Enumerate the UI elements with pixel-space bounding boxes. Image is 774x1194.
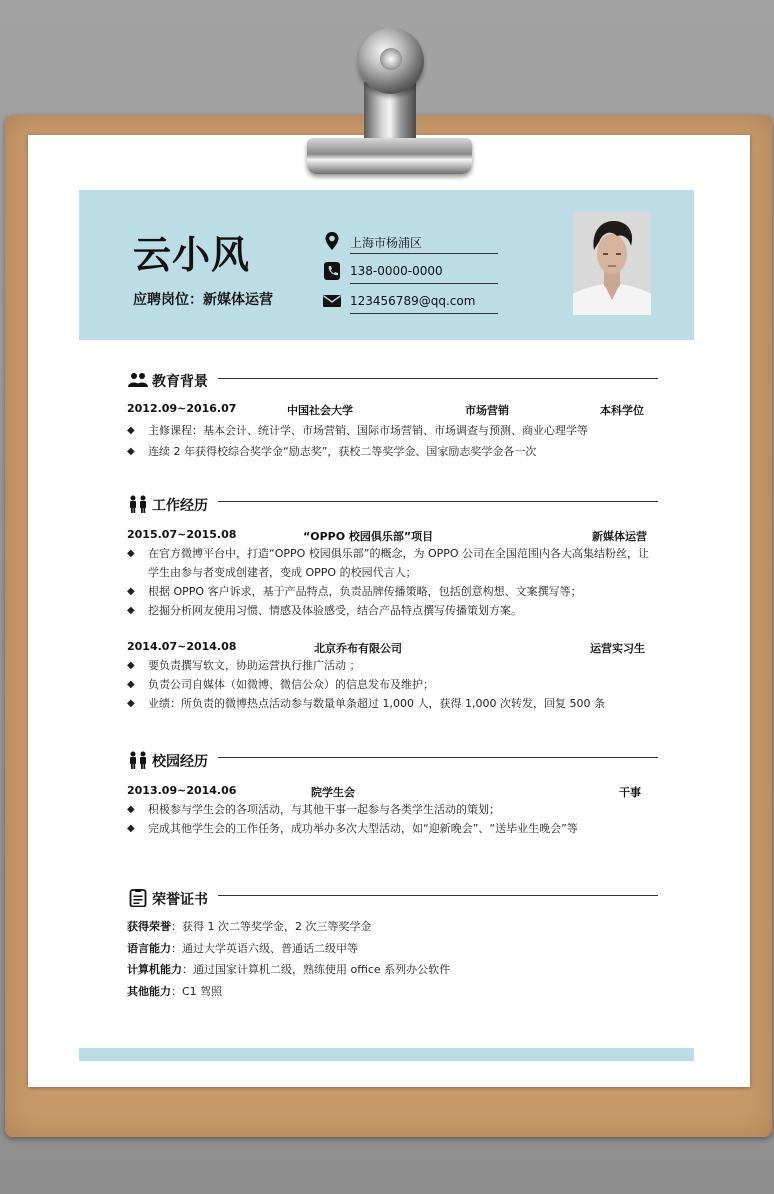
people-icon bbox=[128, 495, 148, 513]
portrait-image bbox=[573, 212, 651, 315]
bullet-text: 业绩：所负责的微博热点活动参与数量单条超过 1,000 人，获得 1,000 次转发，回复 500 条 bbox=[148, 697, 605, 710]
diamond-bullet-icon: ◆ bbox=[127, 698, 135, 709]
address-text: 上海市杨浦区 bbox=[350, 236, 423, 250]
job-org: “OPPO 校园俱乐部”项目 bbox=[303, 530, 434, 543]
job-org: 北京乔布有限公司 bbox=[314, 642, 402, 655]
bullet-text: 在官方微博平台中，打造“OPPO 校园俱乐部”的概念，为 OPPO 公司在全国范围内各大高集结粉丝，让学生由参与者变成创建者，变成 OPPO 的校园代言人； bbox=[148, 547, 650, 579]
list-item bbox=[127, 582, 657, 601]
list-item bbox=[127, 800, 657, 819]
honor-label: 其他能力 bbox=[127, 985, 171, 998]
diamond-bullet-icon: ◆ bbox=[127, 679, 135, 690]
honor-item bbox=[127, 961, 450, 977]
diamond-bullet-icon: ◆ bbox=[127, 586, 135, 597]
location-icon bbox=[322, 231, 342, 251]
section-campus bbox=[128, 750, 228, 770]
section-title: 荣誉证书 bbox=[152, 892, 208, 908]
clip-hole bbox=[380, 48, 402, 70]
edu-school: 中国社会大学 bbox=[287, 404, 353, 417]
honor-text: ：通过国家计算机二级，熟练使用 office 系列办公软件 bbox=[182, 963, 451, 976]
footer-band bbox=[79, 1048, 694, 1061]
honor-text: ：通过大学英语六级、普通话二级甲等 bbox=[171, 942, 358, 955]
section-divider bbox=[218, 501, 658, 502]
honor-label: 语言能力 bbox=[127, 942, 171, 955]
bullet-text: 积极参与学生会的各项活动，与其他干事一起参与各类学生活动的策划； bbox=[148, 803, 500, 816]
phone-underline bbox=[350, 283, 498, 284]
certificate-icon bbox=[128, 889, 148, 907]
email-underline bbox=[350, 313, 498, 314]
campus-role: 干事 bbox=[619, 786, 641, 799]
bullet-text: 主修课程：基本会计、统计学、市场营销、国际市场营销、市场调查与预测、商业心理学等 bbox=[148, 424, 588, 437]
mail-icon bbox=[322, 291, 342, 311]
honor-label: 获得荣誉 bbox=[127, 920, 171, 933]
email-text: 123456789@qq.com bbox=[350, 294, 476, 308]
contact-phone bbox=[322, 261, 498, 285]
contact-email bbox=[322, 291, 498, 315]
bullet-text: 根据 OPPO 客户诉求，基于产品特点，负责品牌传播策略，包括创意构想、文案撰写等； bbox=[148, 585, 582, 598]
bullet-text: 连续 2 年获得校综合奖学金“励志奖”，获校二等奖学金、国家励志奖学金各一次 bbox=[148, 445, 537, 458]
list-item bbox=[127, 442, 657, 461]
candidate-name: 云小风 bbox=[133, 233, 251, 277]
diamond-bullet-icon: ◆ bbox=[127, 804, 135, 815]
phone-icon bbox=[322, 261, 342, 281]
section-title: 教育背景 bbox=[152, 374, 208, 390]
address-underline bbox=[350, 253, 498, 254]
diamond-bullet-icon: ◆ bbox=[127, 425, 135, 436]
campus-org: 院学生会 bbox=[311, 786, 355, 799]
diamond-bullet-icon: ◆ bbox=[127, 660, 135, 671]
job-period: 2014.07~2014.08 bbox=[127, 640, 237, 653]
section-education bbox=[128, 370, 228, 390]
section-divider bbox=[218, 895, 658, 896]
honor-text: ：获得 1 次二等奖学金，2 次三等奖学金 bbox=[171, 920, 372, 933]
honor-item bbox=[127, 983, 222, 999]
list-item bbox=[127, 421, 657, 440]
section-title: 工作经历 bbox=[152, 498, 208, 514]
list-item bbox=[127, 694, 657, 713]
diamond-bullet-icon: ◆ bbox=[127, 823, 135, 834]
job-role: 运营实习生 bbox=[590, 642, 645, 655]
bullet-text: 完成其他学生会的工作任务，成功举办多次大型活动，如“迎新晚会”、“送毕业生晚会”等 bbox=[148, 822, 578, 835]
contact-address bbox=[322, 231, 498, 255]
people-icon bbox=[128, 371, 148, 389]
people-icon bbox=[128, 751, 148, 769]
profile-photo bbox=[573, 212, 651, 315]
list-item bbox=[127, 819, 657, 838]
section-divider bbox=[218, 378, 658, 379]
honor-item bbox=[127, 918, 372, 934]
clip-base bbox=[307, 138, 472, 174]
diamond-bullet-icon: ◆ bbox=[127, 605, 135, 616]
honor-item bbox=[127, 940, 358, 956]
section-work bbox=[128, 494, 228, 514]
diamond-bullet-icon: ◆ bbox=[127, 548, 135, 559]
edu-period: 2012.09~2016.07 bbox=[127, 402, 237, 415]
honor-label: 计算机能力 bbox=[127, 963, 182, 976]
job-position: 应聘岗位：新媒体运营 bbox=[133, 292, 273, 308]
diamond-bullet-icon: ◆ bbox=[127, 446, 135, 457]
section-divider bbox=[218, 757, 658, 758]
list-item bbox=[127, 601, 657, 620]
phone-text: 138-0000-0000 bbox=[350, 264, 443, 278]
honor-text: ：C1 驾照 bbox=[171, 985, 223, 998]
list-item bbox=[127, 656, 657, 675]
campus-period: 2013.09~2014.06 bbox=[127, 784, 237, 797]
edu-major: 市场营销 bbox=[465, 404, 509, 417]
section-honors bbox=[128, 888, 228, 908]
bullet-text: 负责公司自媒体（如微博、微信公众）的信息发布及维护； bbox=[148, 678, 434, 691]
job-period: 2015.07~2015.08 bbox=[127, 528, 237, 541]
list-item bbox=[127, 675, 657, 694]
section-title: 校园经历 bbox=[152, 754, 208, 770]
list-item bbox=[127, 544, 657, 582]
bullet-text: 要负责撰写软文，协助运营执行推广活动 ； bbox=[148, 659, 361, 672]
edu-degree: 本科学位 bbox=[600, 404, 644, 417]
bullet-text: 挖掘分析网友使用习惯、情感及体验感受，结合产品特点撰写传播策划方案。 bbox=[148, 604, 522, 617]
job-role: 新媒体运营 bbox=[592, 530, 647, 543]
